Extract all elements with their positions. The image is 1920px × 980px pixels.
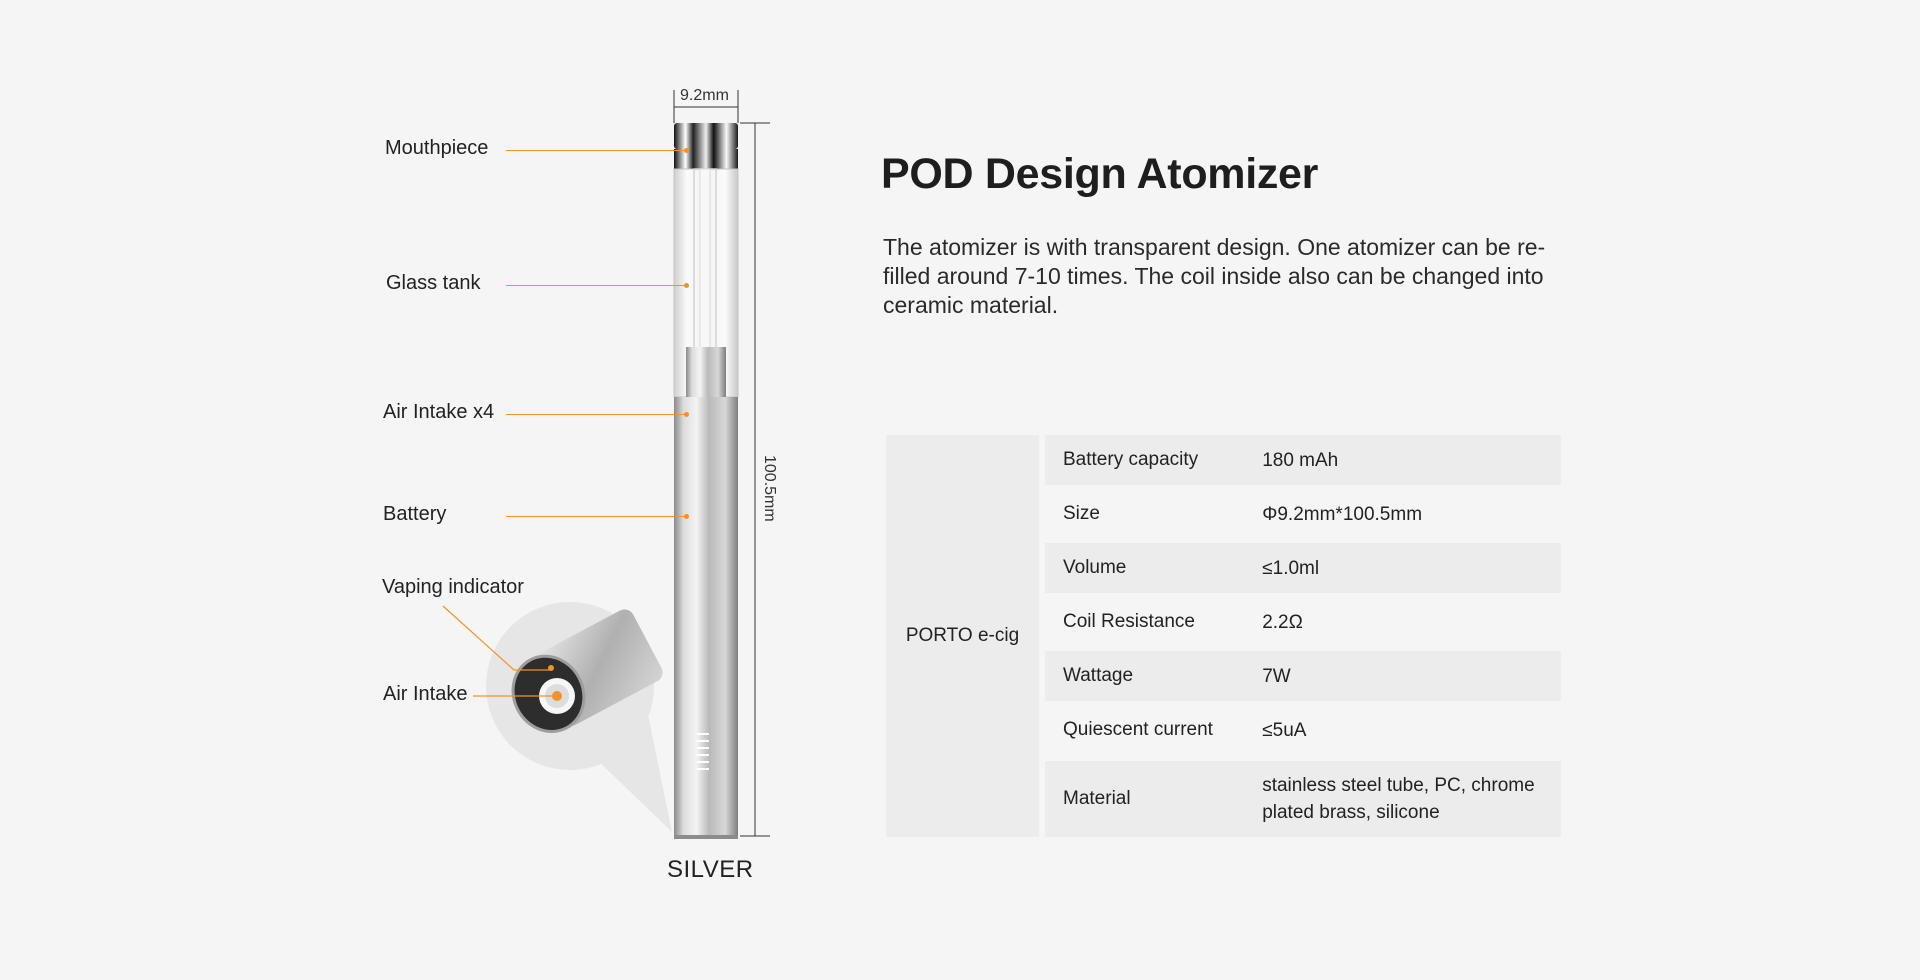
glass-tank-dot bbox=[684, 283, 689, 288]
spec-value: stainless steel tube, PC, chrome plated brass, silicone bbox=[1262, 775, 1535, 823]
label-air-intake: Air Intake bbox=[383, 683, 468, 705]
spec-key: Volume bbox=[1063, 557, 1127, 578]
zoom-detail-bubble bbox=[486, 602, 672, 832]
air-intake-x4-leader bbox=[506, 414, 686, 415]
label-vaping-indicator: Vaping indicator bbox=[382, 576, 524, 598]
label-battery: Battery bbox=[383, 503, 447, 525]
spec-value: ≤5uA bbox=[1262, 719, 1307, 741]
spec-row bbox=[1045, 705, 1561, 755]
spec-row bbox=[1045, 651, 1561, 701]
battery-dot bbox=[684, 514, 689, 519]
spec-value: 7W bbox=[1262, 665, 1291, 687]
spec-value: 180 mAh bbox=[1262, 449, 1339, 471]
label-glass-tank: Glass tank bbox=[386, 272, 481, 294]
battery-leader bbox=[506, 516, 686, 517]
spec-row bbox=[1045, 597, 1561, 647]
width-dimension-label: 9.2mm bbox=[680, 87, 729, 104]
label-air-intake-x4: Air Intake x4 bbox=[383, 401, 495, 423]
spec-product-cell: PORTO e-cig bbox=[886, 435, 1039, 837]
page-title: POD Design Atomizer bbox=[881, 150, 1319, 198]
spec-key: Quiescent current bbox=[1063, 719, 1213, 740]
air-intake-x4-dot bbox=[684, 412, 689, 417]
spec-row bbox=[1045, 435, 1561, 485]
spec-row bbox=[1045, 489, 1561, 539]
spec-key: Coil Resistance bbox=[1063, 611, 1195, 632]
spec-key: Material bbox=[1063, 788, 1131, 809]
pen-device bbox=[674, 123, 738, 839]
spec-value: ≤1.0ml bbox=[1262, 557, 1320, 579]
length-dimension-label: 100.5mm bbox=[761, 455, 778, 522]
color-name-label: SILVER bbox=[667, 856, 754, 883]
description-text: The atomizer is with transparent design. One atomizer can be re-filled around 7-10 times. The coil inside also can be changed into ceramic material. bbox=[883, 234, 1546, 318]
spec-row bbox=[1045, 761, 1561, 837]
spec-key: Battery capacity bbox=[1063, 449, 1199, 470]
label-mouthpiece: Mouthpiece bbox=[385, 137, 489, 159]
spec-value: 2.2Ω bbox=[1262, 611, 1303, 633]
mouthpiece-dot bbox=[684, 148, 689, 153]
glass-tank-leader bbox=[506, 285, 686, 286]
spec-key: Wattage bbox=[1063, 665, 1134, 686]
mouthpiece-leader bbox=[506, 150, 686, 151]
spec-key: Size bbox=[1063, 503, 1100, 524]
spec-value: Φ9.2mm*100.5mm bbox=[1262, 503, 1423, 525]
spec-row bbox=[1045, 543, 1561, 593]
